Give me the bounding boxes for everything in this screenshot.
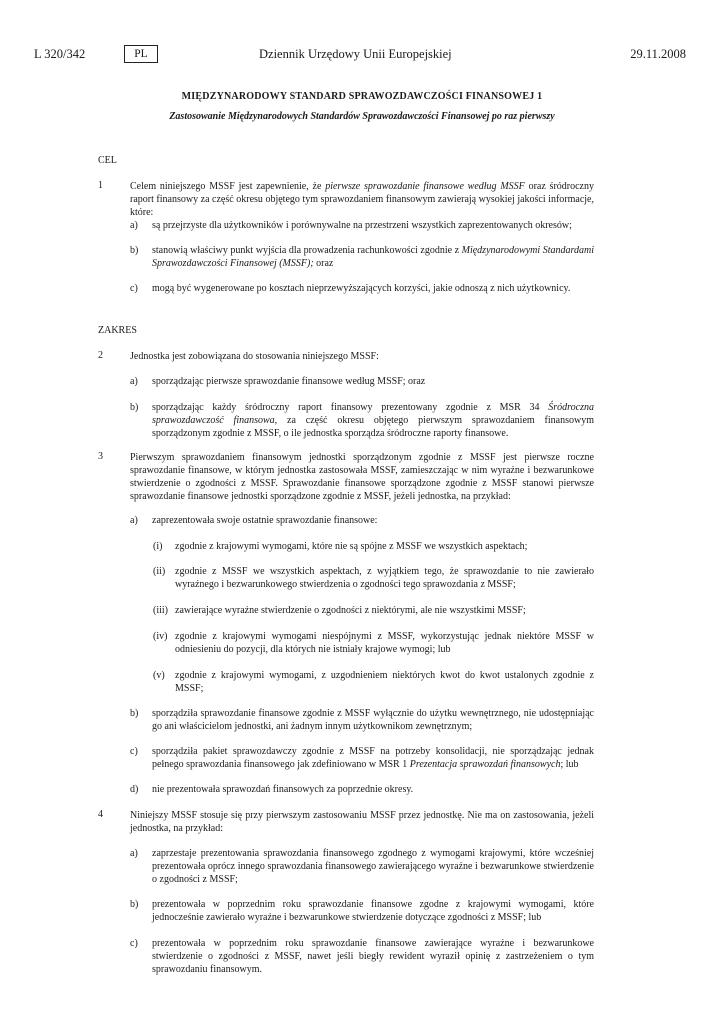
list-item: b) stanowią właściwy punkt wyjścia dla prowadzenia rachunkowości zgodnie z Międzynarodowymi Standardami Sprawozdawczości Finansowej (MSSF); oraz bbox=[130, 245, 594, 269]
list-item: a) są przejrzyste dla użytkowników i porównywalne na przestrzeni wszystkich zaprezentowanych okresów; bbox=[130, 220, 572, 231]
publication-date: 29.11.2008 bbox=[630, 47, 686, 61]
paragraph-3: Pierwszym sprawozdaniem finansowym jednostki sporządzonym zgodnie z MSSF jest pierwsze roczne sprawozdanie finansowe, w którym jednostka zastosowała MSSF, zamieszczając w nim wyraźne i bezwarunkowe stwierdzenie o zgodności z MSSF. Sprawozdanie finansowe sporządzone zgodnie z MSSF stanowi pierwsze sprawozdanie finansowe jednostki sporządzone zgodnie z MSSF, jeżeli jednostka, na przykład: bbox=[130, 452, 594, 502]
section-heading-zakres: ZAKRES bbox=[98, 325, 137, 336]
list-item: b) sporządziła sprawozdanie finansowe zgodnie z MSSF wyłącznie do użytku wewnętrznego, nie udostępniając go ani właścicielom jednostki, ani żadnym innym użytkownikom zewnętrznym; bbox=[130, 708, 594, 732]
list-item: b) sporządzając każdy śródroczny raport finansowy prezentowany zgodnie z MSR 34 Śródroczna sprawozdawczość finansowa, za część okresu objętego pierwszym sprawozdaniem finansowym sporządzonym zgodnie z MSSF, o ile jednostka sporządza śródroczne raporty finansowe. bbox=[130, 402, 594, 439]
sub-item: (iii) zawierające wyraźne stwierdzenie o zgodności z niektórymi, ale nie wszystkimi MSSF; bbox=[153, 605, 526, 616]
page-header bbox=[0, 47, 724, 67]
standard-title: MIĘDZYNARODOWY STANDARD SPRAWOZDAWCZOŚCI FINANSOWEJ 1 bbox=[181, 91, 543, 102]
list-item: d) nie prezentowała sprawozdań finansowych za poprzednie okresy. bbox=[130, 784, 414, 795]
list-item: c) sporządziła pakiet sprawozdawczy zgodnie z MSSF na potrzeby konsolidacji, nie sporządzając jednak pełnego sprawozdania finansowego jak zdefiniowano w MSR 1 Prezentacja sprawozdań finansowych; lub bbox=[130, 746, 594, 770]
paragraph-number: 4 bbox=[98, 809, 103, 820]
journal-title: Dziennik Urzędowy Unii Europejskiej bbox=[259, 47, 452, 61]
paragraph-number: 2 bbox=[98, 350, 103, 361]
list-item: a) zaprezentowała swoje ostatnie sprawozdanie finansowe: bbox=[130, 515, 378, 526]
standard-subtitle: Zastosowanie Międzynarodowych Standardów Sprawozdawczości Finansowej po raz pierwszy bbox=[169, 111, 555, 122]
sub-item: (i) zgodnie z krajowymi wymogami, które nie są spójne z MSSF we wszystkich aspektach; bbox=[153, 541, 528, 552]
list-item: b) prezentowała w poprzednim roku sprawozdanie finansowe zgodne z krajowymi wymogami, które jednocześnie zawierało wyraźne i bezwarunkowe stwierdzenie dotyczące zgodności z MSSF; lub bbox=[130, 899, 594, 923]
list-item: a) sporządzając pierwsze sprawozdanie finansowe według MSSF; oraz bbox=[130, 376, 426, 387]
paragraph-2: Jednostka jest zobowiązana do stosowania niniejszego MSSF: bbox=[130, 351, 379, 362]
paragraph-number: 1 bbox=[98, 180, 103, 191]
list-item: c) prezentowała w poprzednim roku sprawozdanie finansowe zawierające wyraźne i bezwarunkowe stwierdzenie o zgodności z MSSF, nawet jeśli biegły rewident wyraził opinię z zastrzeżeniem o tym sprawozdaniu finansowym. bbox=[130, 938, 594, 975]
paragraph-number: 3 bbox=[98, 451, 103, 462]
list-item: a) zaprzestaje prezentowania sprawozdania finansowego zgodnego z wymogami krajowymi, które wcześniej prezentowała oprócz innego sprawozdania finansowego zawierającego wyraźne i bezwarunkowe stwierdzenie o zgodności z MSSF; bbox=[130, 848, 594, 885]
paragraph-4: Niniejszy MSSF stosuje się przy pierwszym zastosowaniu MSSF przez jednostkę. Nie ma on zastosowania, jeżeli jednostka, na przykład: bbox=[130, 810, 594, 834]
sub-item: (v) zgodnie z krajowymi wymogami, z uzgodnieniem niektórych kwot do kwot ustalonych zgodnie z MSSF; bbox=[153, 670, 594, 694]
section-heading-cel: CEL bbox=[98, 155, 117, 166]
list-item: c) mogą być wygenerowane po kosztach nieprzewyższających korzyści, jakie odnoszą z nich użytkownicy. bbox=[130, 283, 571, 294]
page-reference: L 320/342 bbox=[34, 47, 86, 61]
language-badge: PL bbox=[124, 45, 158, 63]
sub-item: (ii) zgodnie z MSSF we wszystkich aspektach, z wyjątkiem tego, że sprawozdanie to nie zawierało wyraźnego i bezwarunkowego stwierdzenia o zgodności tego sprawozdania z MSSF; bbox=[153, 566, 594, 590]
sub-item: (iv) zgodnie z krajowymi wymogami niespójnymi z MSSF, wykorzystując jednak niektóre MSSF w odniesieniu do pozycji, dla których nie istniały krajowe wymogi; lub bbox=[153, 631, 594, 655]
paragraph-1: Celem niniejszego MSSF jest zapewnienie, że pierwsze sprawozdanie finansowe według MSSF oraz śródroczny raport finansowy za część okresu objętego tym sprawozdaniem finansowym zawierają wysokiej jakości informacje, które: bbox=[130, 181, 594, 218]
